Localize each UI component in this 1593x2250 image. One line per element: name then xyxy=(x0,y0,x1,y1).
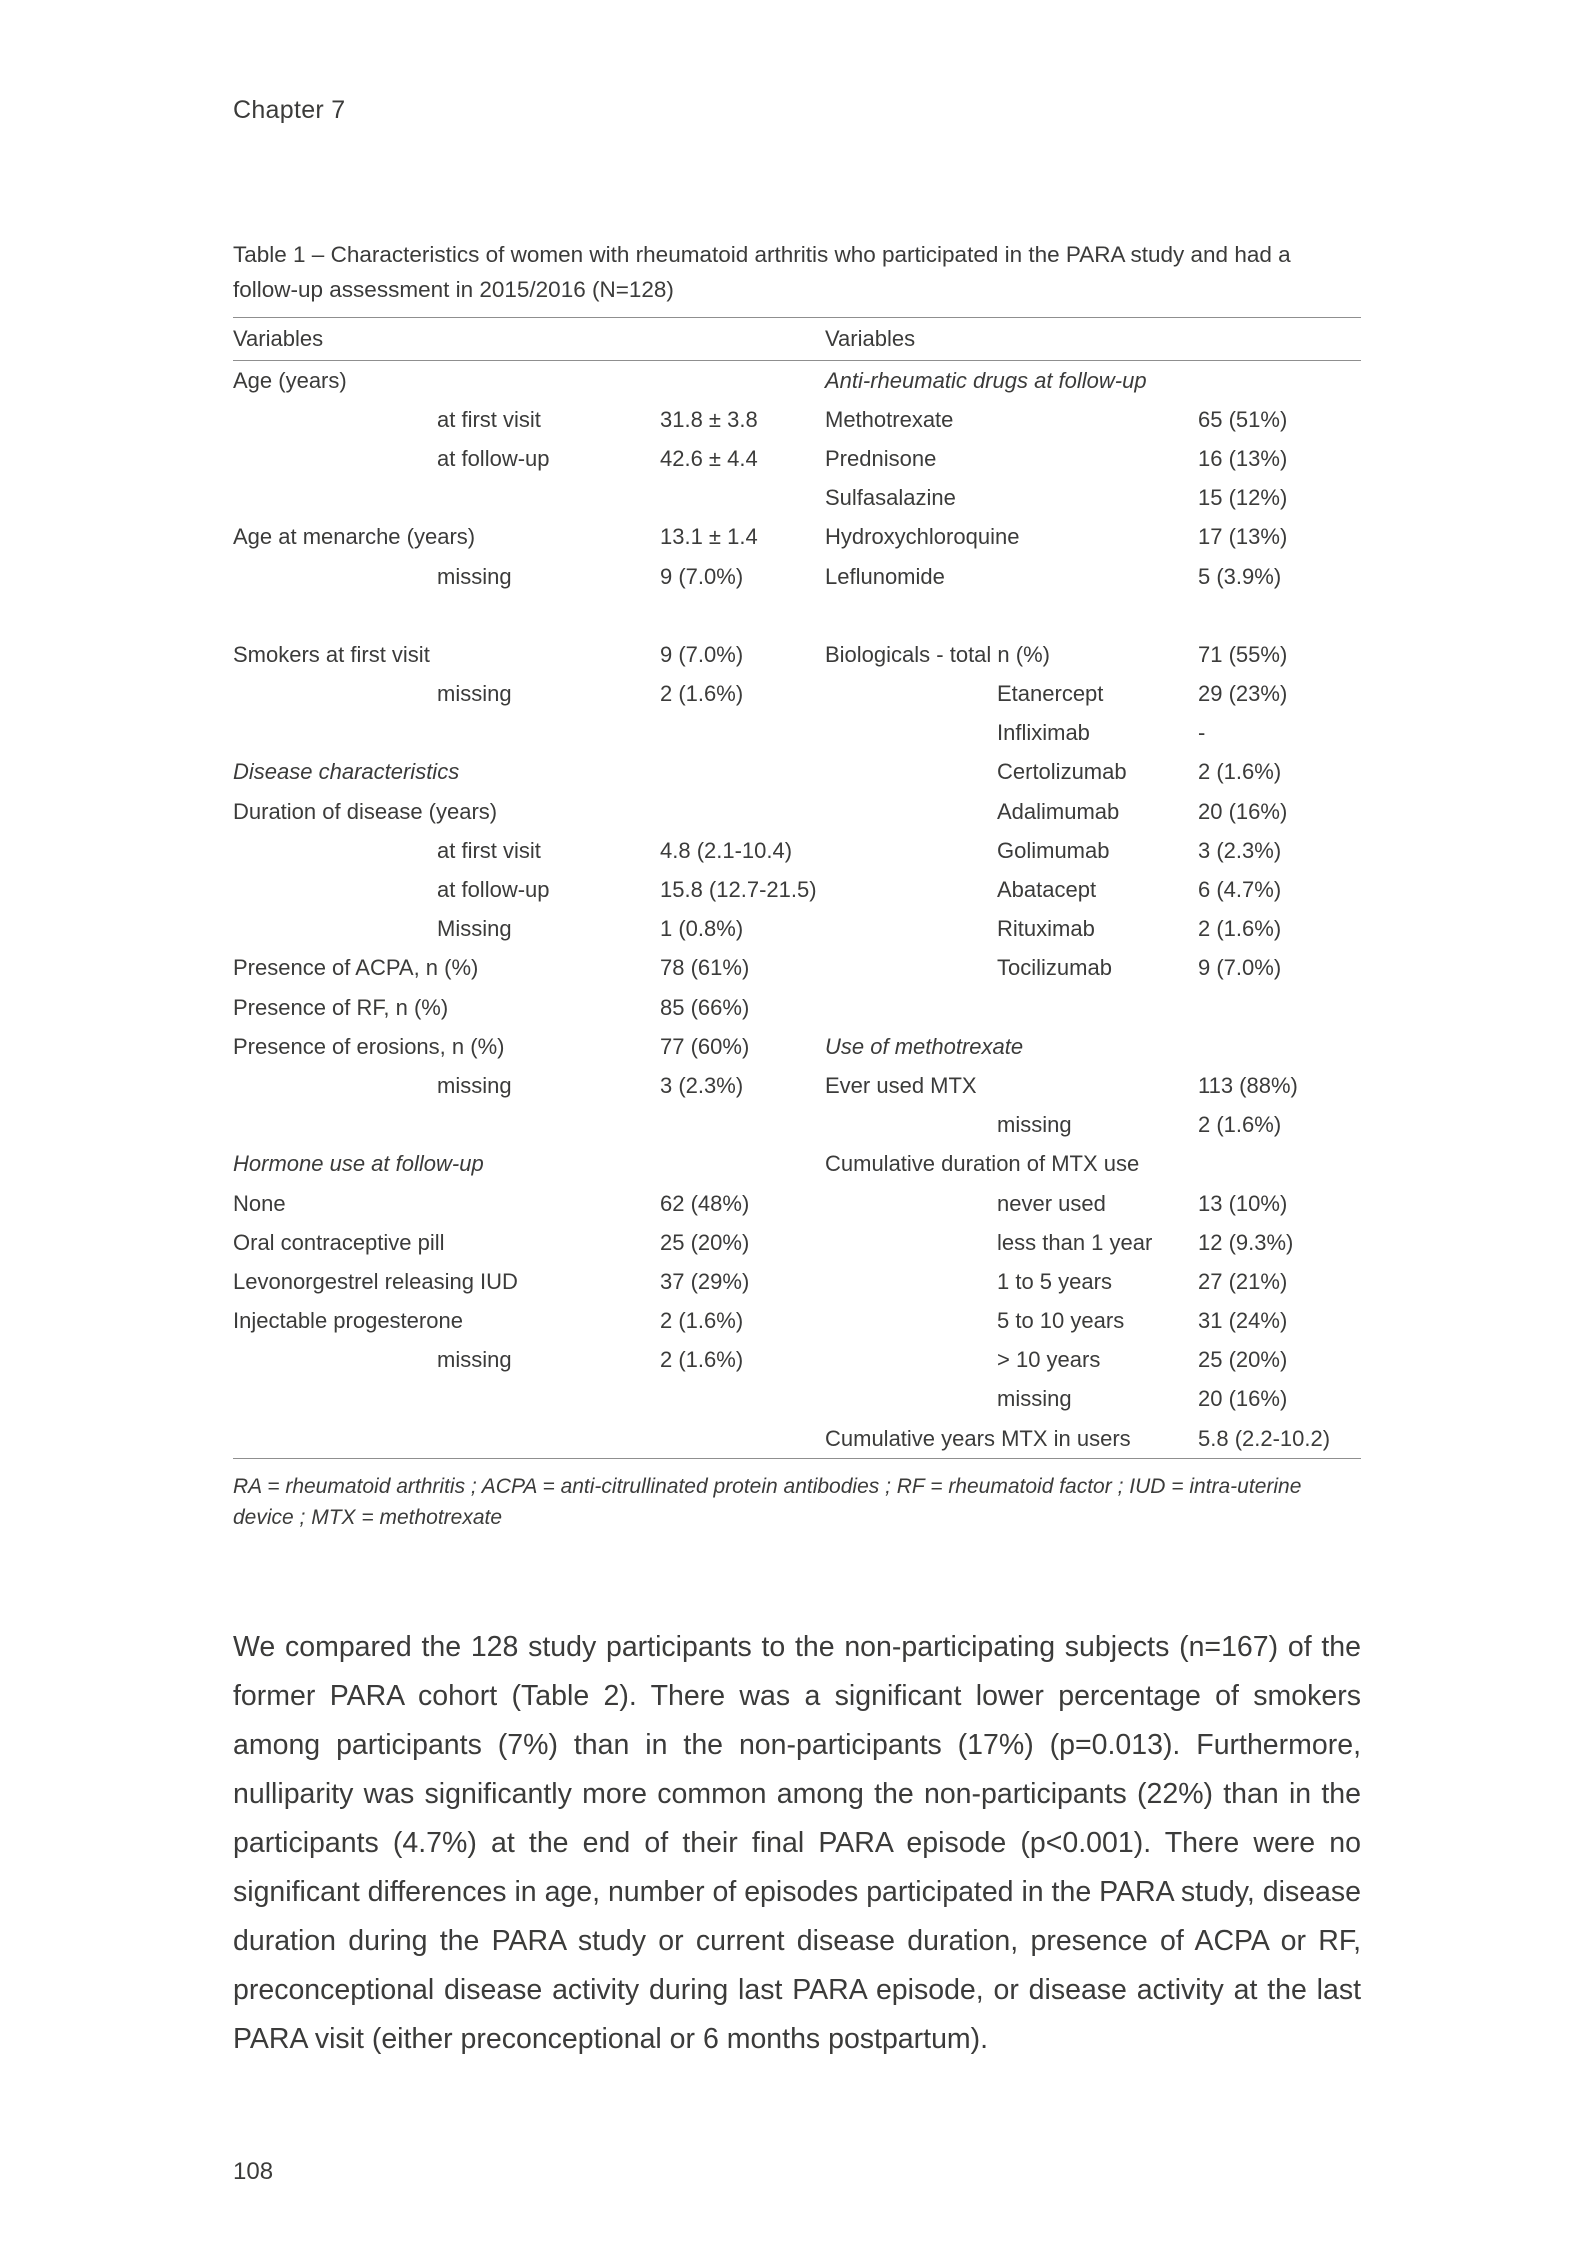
left-value-cell: 37 (29%) xyxy=(660,1268,750,1294)
left-value-cell: 3 (2.3%) xyxy=(660,1072,744,1098)
left-label-cell: Hormone use at follow-up xyxy=(233,1151,484,1177)
right-label-cell: Tocilizumab xyxy=(997,955,1112,981)
table-row xyxy=(233,870,1361,909)
table-header-left: Variables xyxy=(233,326,324,351)
left-label-cell: at first visit xyxy=(437,837,541,863)
table-row xyxy=(233,792,1361,831)
left-label-cell: Age at menarche (years) xyxy=(233,524,476,550)
left-value-cell: 2 (1.6%) xyxy=(660,681,744,707)
right-value-cell: 71 (55%) xyxy=(1198,641,1288,667)
left-value-cell: 85 (66%) xyxy=(660,994,750,1020)
table-row xyxy=(233,557,1361,596)
right-label-cell: never used xyxy=(997,1190,1106,1216)
right-value-cell: 65 (51%) xyxy=(1198,406,1288,432)
table-header-right: Variables xyxy=(825,326,916,351)
left-label-cell: Presence of erosions, n (%) xyxy=(233,1033,505,1059)
body-paragraph: We compared the 128 study participants to the non-participating subjects (n=167) of the former PARA cohort (Table 2). There was a significant lower percentage of smokers among participants (7%) than in the non-participants (17%) (p=0.013). Furthermore, nulliparity was significantly more common among the non-participants (22%) than in the participants (4.7%) at the end of their final PARA episode (p<0.001). There were no significant differences in age, number of episodes participated in the PARA study, disease duration during the PARA study or current disease duration, presence of ACPA or RF, preconceptional disease activity during last PARA episode, or disease activity at the last PARA visit (either preconceptional or 6 months postpartum). xyxy=(233,1631,1362,2056)
right-label-cell: Hydroxychloroquine xyxy=(825,524,1020,550)
right-value-cell: 6 (4.7%) xyxy=(1198,877,1282,903)
right-label-cell: > 10 years xyxy=(997,1347,1101,1373)
right-value-cell: 13 (10%) xyxy=(1198,1190,1288,1216)
right-value-cell: 31 (24%) xyxy=(1198,1308,1288,1334)
right-value-cell: 113 (88%) xyxy=(1198,1072,1298,1098)
table-row xyxy=(233,1066,1361,1105)
table-row xyxy=(233,1302,1361,1341)
table-row xyxy=(233,400,1361,439)
table-row xyxy=(233,596,1361,635)
left-value-cell: 15.8 (12.7-21.5) xyxy=(660,877,817,903)
table-row xyxy=(233,361,1361,400)
left-label-cell: missing xyxy=(437,1347,512,1373)
right-label-cell: missing xyxy=(997,1386,1072,1412)
right-label-cell: Prednisone xyxy=(825,445,937,471)
right-label-cell: Use of methotrexate xyxy=(825,1033,1024,1059)
table-caption: Table 1 – Characteristics of women with rheumatoid arthritis who participated in the PARA study and had a follow-up assessment in 2015/2016 (N=128) xyxy=(233,242,1291,302)
right-value-cell: 16 (13%) xyxy=(1198,445,1288,471)
right-value-cell: - xyxy=(1198,720,1206,746)
left-value-cell: 78 (61%) xyxy=(660,955,750,981)
left-label-cell: Missing xyxy=(437,916,512,942)
left-value-cell: 1 (0.8%) xyxy=(660,916,744,942)
right-value-cell: 5.8 (2.2-10.2) xyxy=(1198,1425,1331,1451)
table-row xyxy=(233,831,1361,870)
right-label-cell: Rituximab xyxy=(997,916,1095,942)
left-label-cell: at follow-up xyxy=(437,445,550,471)
table-row xyxy=(233,910,1361,949)
left-value-cell: 25 (20%) xyxy=(660,1229,750,1255)
right-label-cell: less than 1 year xyxy=(997,1229,1153,1255)
right-label-cell: Methotrexate xyxy=(825,406,954,432)
left-value-cell: 9 (7.0%) xyxy=(660,641,744,667)
right-value-cell: 2 (1.6%) xyxy=(1198,916,1282,942)
left-value-cell: 77 (60%) xyxy=(660,1033,750,1059)
right-label-cell: Biologicals - total n (%) xyxy=(825,641,1050,667)
table-footnote: RA = rheumatoid arthritis ; ACPA = anti-citrullinated protein antibodies ; RF = rheumatoid factor ; IUD = intra-uterine device ; MTX = methotrexate xyxy=(233,1475,1302,1530)
left-label-cell: Age (years) xyxy=(233,367,347,393)
left-label-cell: Duration of disease (years) xyxy=(233,798,498,824)
left-value-cell: 4.8 (2.1-10.4) xyxy=(660,837,793,863)
table-header-row xyxy=(233,318,1361,361)
left-label-cell: None xyxy=(233,1190,286,1216)
left-value-cell: 2 (1.6%) xyxy=(660,1308,744,1334)
right-label-cell: Anti-rheumatic drugs at follow-up xyxy=(825,367,1147,393)
left-value-cell: 13.1 ± 1.4 xyxy=(660,524,758,550)
right-label-cell: Cumulative duration of MTX use xyxy=(825,1151,1140,1177)
left-label-cell: Oral contraceptive pill xyxy=(233,1229,445,1255)
table-row xyxy=(233,1380,1361,1419)
table-row xyxy=(233,753,1361,792)
left-label-cell: Levonorgestrel releasing IUD xyxy=(233,1268,518,1294)
right-label-cell: Ever used MTX xyxy=(825,1072,977,1098)
right-label-cell: Certolizumab xyxy=(997,759,1127,785)
table-row xyxy=(233,1027,1361,1066)
chapter-heading: Chapter 7 xyxy=(233,96,346,124)
right-label-cell: Adalimumab xyxy=(997,798,1120,824)
right-label-cell: Leflunomide xyxy=(825,563,945,589)
table-row xyxy=(233,1341,1361,1380)
left-value-cell: 9 (7.0%) xyxy=(660,563,744,589)
table-row xyxy=(233,675,1361,714)
table-row xyxy=(233,1106,1361,1145)
table-row xyxy=(233,635,1361,674)
right-value-cell: 2 (1.6%) xyxy=(1198,759,1282,785)
right-value-cell: 9 (7.0%) xyxy=(1198,955,1282,981)
table-row xyxy=(233,518,1361,557)
right-label-cell: Abatacept xyxy=(997,877,1097,903)
table-row xyxy=(233,1145,1361,1184)
left-label-cell: Disease characteristics xyxy=(233,759,460,785)
table-row xyxy=(233,1223,1361,1262)
right-label-cell: Etanercept xyxy=(997,681,1104,707)
right-label-cell: 1 to 5 years xyxy=(997,1268,1112,1294)
left-label-cell: Presence of RF, n (%) xyxy=(233,994,449,1020)
table-body xyxy=(233,361,1361,1458)
left-value-cell: 42.6 ± 4.4 xyxy=(660,445,758,471)
right-label-cell: 5 to 10 years xyxy=(997,1308,1125,1334)
table-row xyxy=(233,1262,1361,1301)
left-label-cell: Smokers at first visit xyxy=(233,641,430,667)
right-value-cell: 20 (16%) xyxy=(1198,1386,1288,1412)
right-label-cell: Golimumab xyxy=(997,837,1110,863)
page-content xyxy=(233,0,1361,2064)
right-value-cell: 29 (23%) xyxy=(1198,681,1288,707)
right-label-cell: Cumulative years MTX in users xyxy=(825,1425,1131,1451)
left-label-cell: missing xyxy=(437,681,512,707)
table-row xyxy=(233,1184,1361,1223)
left-label-cell: at follow-up xyxy=(437,877,550,903)
left-label-cell: at first visit xyxy=(437,406,541,432)
table-row xyxy=(233,1419,1361,1458)
right-value-cell: 17 (13%) xyxy=(1198,524,1288,550)
table-row xyxy=(233,949,1361,988)
right-label-cell: missing xyxy=(997,1112,1072,1138)
left-value-cell: 2 (1.6%) xyxy=(660,1347,744,1373)
right-value-cell: 3 (2.3%) xyxy=(1198,837,1282,863)
left-label-cell: missing xyxy=(437,1072,512,1098)
left-label-cell: Injectable progesterone xyxy=(233,1308,463,1334)
page-number: 108 xyxy=(233,2158,274,2185)
table-row xyxy=(233,988,1361,1027)
table-1 xyxy=(233,317,1361,1459)
table-row xyxy=(233,479,1361,518)
table-row xyxy=(233,714,1361,753)
left-value-cell: 62 (48%) xyxy=(660,1190,750,1216)
right-value-cell: 27 (21%) xyxy=(1198,1268,1288,1294)
left-label-cell: missing xyxy=(437,563,512,589)
right-label-cell: Infliximab xyxy=(997,720,1090,746)
right-label-cell: Sulfasalazine xyxy=(825,485,956,511)
table-row xyxy=(233,439,1361,478)
right-value-cell: 20 (16%) xyxy=(1198,798,1288,824)
left-value-cell: 31.8 ± 3.8 xyxy=(660,406,758,432)
right-value-cell: 12 (9.3%) xyxy=(1198,1229,1294,1255)
right-value-cell: 15 (12%) xyxy=(1198,485,1288,511)
right-value-cell: 25 (20%) xyxy=(1198,1347,1288,1373)
left-label-cell: Presence of ACPA, n (%) xyxy=(233,955,479,981)
right-value-cell: 5 (3.9%) xyxy=(1198,563,1282,589)
right-value-cell: 2 (1.6%) xyxy=(1198,1112,1282,1138)
